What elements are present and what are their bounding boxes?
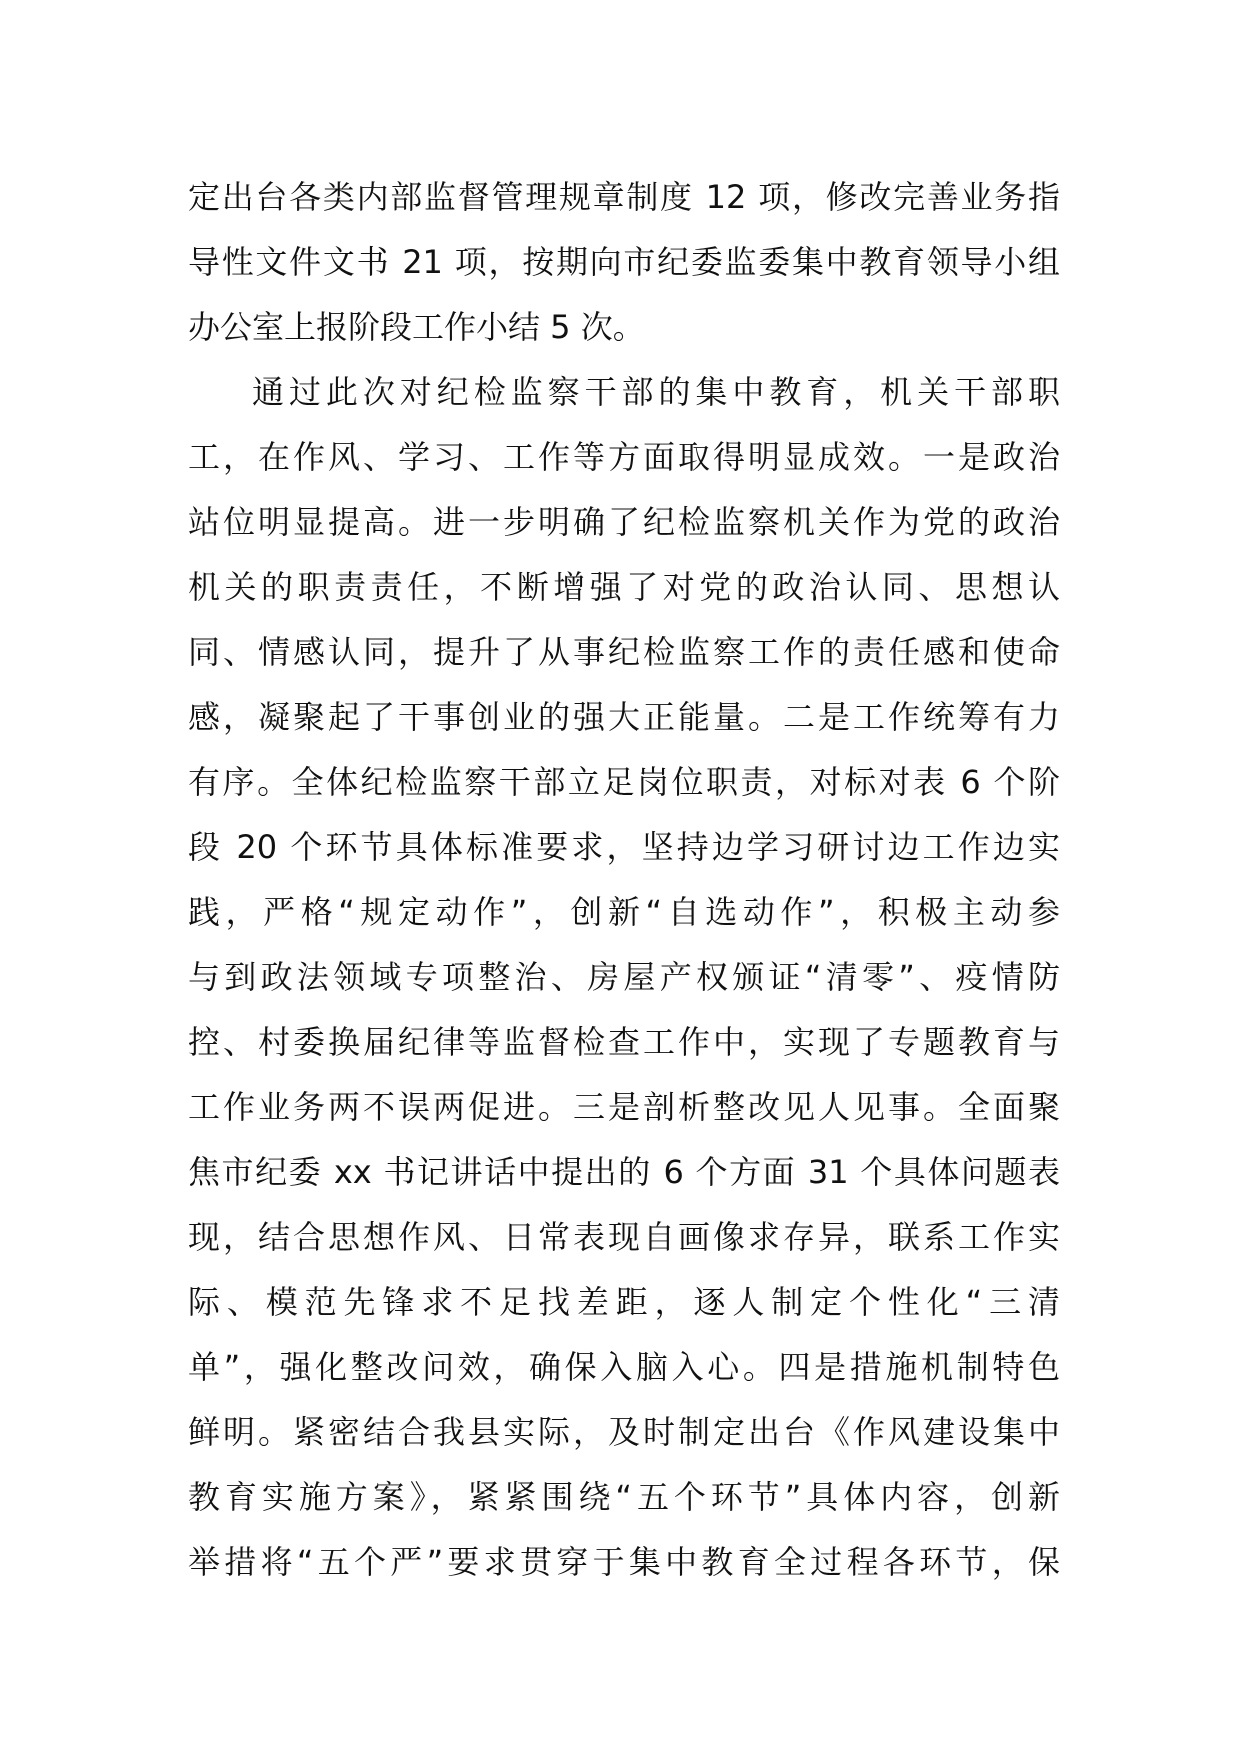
text-line: 单”，强化整改问效，确保入脑入心。四是措施机制特色 [188, 1348, 1060, 1386]
text-line: 鲜明。紧密结合我县实际，及时制定出台《作风建设集中 [188, 1413, 1060, 1451]
text-line: 举措将“五个严”要求贯穿于集中教育全过程各环节，保 [188, 1543, 1060, 1581]
text-line: 感，凝聚起了干事创业的强大正能量。二是工作统筹有力 [188, 698, 1060, 736]
text-line: 工，在作风、学习、工作等方面取得明显成效。一是政治 [188, 438, 1060, 476]
text-line: 机关的职责责任，不断增强了对党的政治认同、思想认 [188, 568, 1060, 606]
document-body [188, 165, 1060, 1595]
text-line: 焦市纪委 xx 书记讲话中提出的 6 个方面 31 个具体问题表 [188, 1153, 1060, 1191]
text-line: 教育实施方案》，紧紧围绕“五个环节”具体内容，创新 [188, 1478, 1060, 1516]
text-line: 控、村委换届纪律等监督检查工作中，实现了专题教育与 [188, 1023, 1060, 1061]
text-line: 践，严格“规定动作”，创新“自选动作”，积极主动参 [188, 893, 1060, 931]
text-line: 站位明显提高。进一步明确了纪检监察机关作为党的政治 [188, 503, 1060, 541]
text-line: 定出台各类内部监督管理规章制度 12 项，修改完善业务指 [188, 178, 1060, 216]
text-line: 际、模范先锋求不足找差距，逐人制定个性化“三清 [188, 1283, 1060, 1321]
text-line: 导性文件文书 21 项，按期向市纪委监委集中教育领导小组 [188, 243, 1060, 281]
text-line: 现，结合思想作风、日常表现自画像求存异，联系工作实 [188, 1218, 1060, 1256]
paragraph-first-line: 通过此次对纪检监察干部的集中教育，机关干部职 [252, 373, 1060, 411]
text-line: 段 20 个环节具体标准要求，坚持边学习研讨边工作边实 [188, 828, 1060, 866]
text-line: 办公室上报阶段工作小结 5 次。 [188, 308, 645, 346]
text-line: 工作业务两不误两促进。三是剖析整改见人见事。全面聚 [188, 1088, 1060, 1126]
text-line: 同、情感认同，提升了从事纪检监察工作的责任感和使命 [188, 633, 1060, 671]
text-line: 与到政法领域专项整治、房屋产权颁证“清零”、疫情防 [188, 958, 1060, 996]
text-line: 有序。全体纪检监察干部立足岗位职责，对标对表 6 个阶 [188, 763, 1060, 801]
